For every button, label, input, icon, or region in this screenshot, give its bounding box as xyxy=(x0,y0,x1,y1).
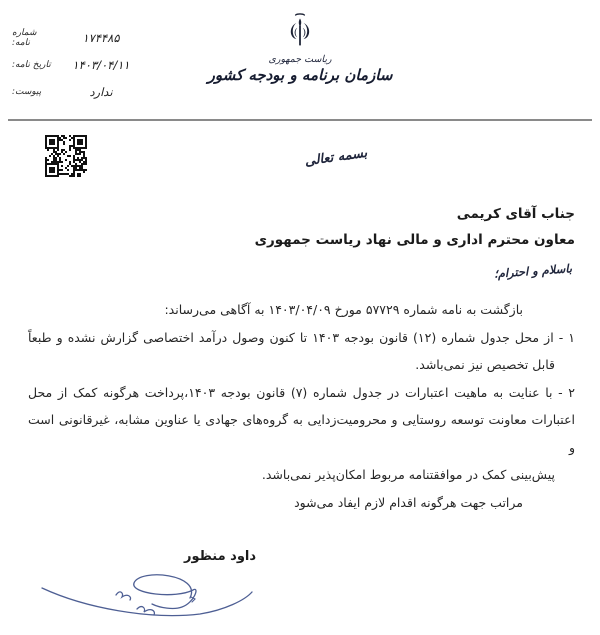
letter-attachment-value: ندارد xyxy=(89,84,113,99)
recipient-block xyxy=(28,201,575,253)
body-lines xyxy=(28,296,575,516)
org-name-title: سازمان برنامه و بودجه کشور xyxy=(207,66,393,84)
body-line: قابل تخصیص نیز نمی‌باشد. xyxy=(415,357,555,372)
letter-date-row xyxy=(12,51,148,78)
recipient-name: جناب آقای کریمی xyxy=(456,206,575,222)
header-divider xyxy=(8,119,592,121)
bismillah-text: بسمه تعالی xyxy=(303,145,369,170)
signatory-name: داود منظور xyxy=(183,549,257,564)
body-line: ۱ - از محل جدول شماره (۱۲) قانون بودجه ۱۴۰۳ تا کنون وصول درآمد اختصاصی گزارش نشده و طبعاً xyxy=(28,329,575,345)
iran-emblem-icon xyxy=(190,10,410,52)
recipient-title: معاون محترم اداری و مالی نهاد ریاست جمهوری xyxy=(254,232,575,248)
body-line: پیش‌بینی کمک در موافقتنامه مربوط امکان‌پذیر نمی‌باشد. xyxy=(261,467,555,482)
org-header xyxy=(190,10,410,84)
letter-meta-block xyxy=(12,24,148,105)
letter-number-row xyxy=(12,24,148,51)
letter-attachment-label: پیوست: xyxy=(12,86,42,97)
body-line: اعتبارات معاونت توسعه روستایی و محرومیت‌زدایی به گروه‌های جهادی یا عناوین مشابه، غیرقانونی است و xyxy=(28,412,575,455)
qr-code xyxy=(45,135,87,177)
body-line: ۲ - با عنایت به ماهیت اعتبارات در جدول شماره (۷) قانون بودجه ۱۴۰۳،پرداخت هرگونه کمک از محل xyxy=(28,384,575,400)
signature-scribble xyxy=(40,568,270,627)
body-line: بازگشت به نامه شماره ۵۷۷۲۹ مورخ ۱۴۰۳/۰۴/۰۹ به آگاهی می‌رساند: xyxy=(164,302,523,317)
letter-attachment-row xyxy=(12,78,148,105)
letter-number-value: ۱۷۴۴۸۵ xyxy=(82,30,120,45)
letter-date-value: ۱۴۰۳/۰۴/۱۱ xyxy=(72,57,130,72)
body-line: مراتب جهت هرگونه اقدام لازم ایفاد می‌شود xyxy=(294,494,523,510)
org-presidency-title: ریاست جمهوری xyxy=(268,54,332,65)
letter-date-label: تاریخ نامه: xyxy=(12,59,51,70)
salutation-text: باسلام و احترام؛ xyxy=(493,261,573,281)
letter-number-label: شماره نامه: xyxy=(12,27,37,48)
